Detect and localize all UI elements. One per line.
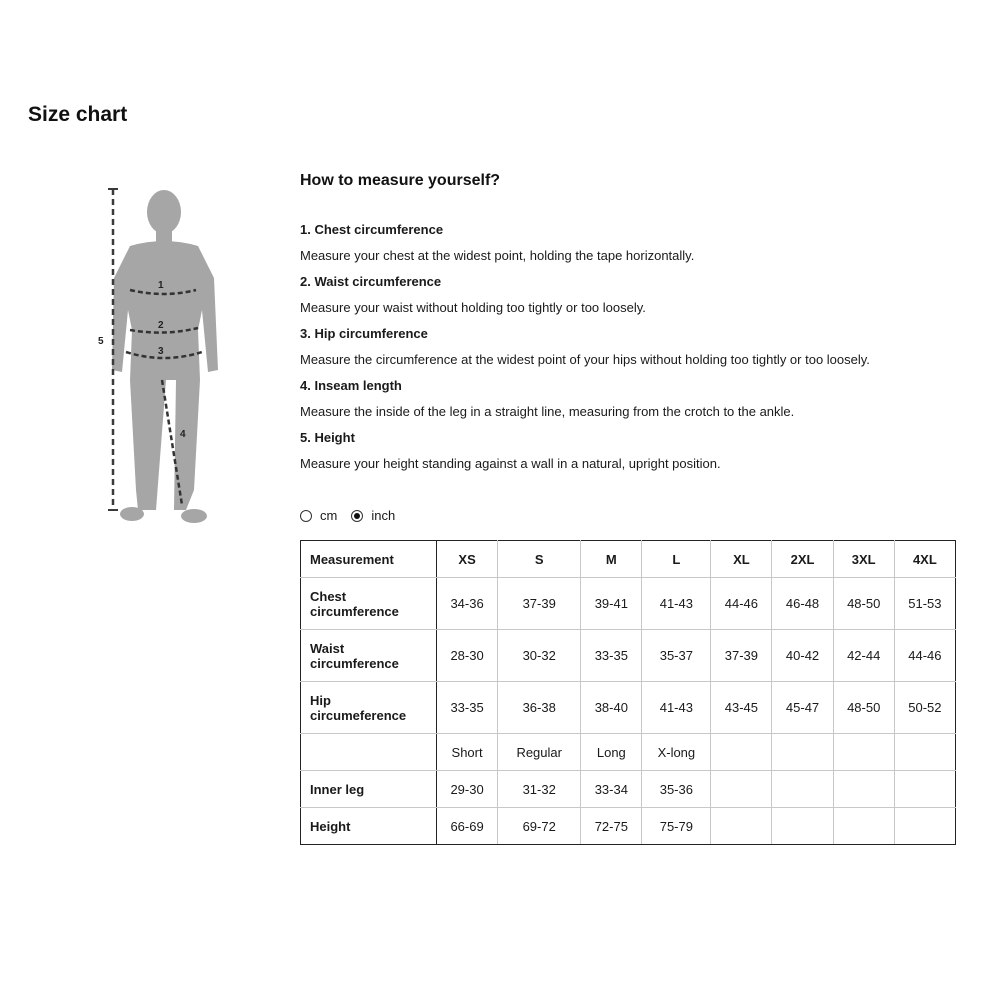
table-cell: 66-69	[437, 808, 498, 845]
table-cell: 41-43	[642, 578, 711, 630]
table-cell	[833, 808, 894, 845]
row-label	[301, 682, 437, 734]
table-row	[301, 734, 956, 771]
table-cell: 48-50	[833, 578, 894, 630]
table-cell	[833, 734, 894, 771]
step-description: Measure your chest at the widest point, holding the tape horizontally.	[300, 248, 695, 263]
guide-step	[300, 269, 980, 321]
table-row	[301, 682, 956, 734]
table-cell: 40-42	[772, 630, 833, 682]
unit-option-inch[interactable]	[351, 508, 395, 523]
table-cell: 33-35	[437, 682, 498, 734]
radio-cm[interactable]	[300, 510, 312, 522]
marker-2-label: 2	[158, 320, 164, 331]
table-cell: 31-32	[498, 771, 581, 808]
row-label-line: Height	[310, 818, 351, 834]
step-title: 3. Hip circumference	[300, 326, 428, 341]
step-title: 1. Chest circumference	[300, 222, 444, 237]
table-cell	[894, 771, 955, 808]
row-label	[301, 578, 437, 630]
body-measurement-figure	[90, 180, 240, 525]
step-title: 5. Height	[300, 430, 355, 445]
table-cell: 34-36	[437, 578, 498, 630]
header-cell: XL	[711, 541, 772, 578]
unit-option-cm[interactable]	[300, 508, 337, 523]
table-cell	[772, 808, 833, 845]
step-description: Measure the inside of the leg in a straight line, measuring from the crotch to the ankle.	[300, 404, 795, 419]
header-cell: S	[498, 541, 581, 578]
row-label-line: Inner leg	[310, 781, 365, 797]
table-cell: 41-43	[642, 682, 711, 734]
table-cell: 51-53	[894, 578, 955, 630]
table-cell	[833, 771, 894, 808]
unit-selector	[300, 508, 409, 523]
row-label	[301, 771, 437, 808]
step-title: 4. Inseam length	[300, 378, 402, 393]
table-row	[301, 630, 956, 682]
table-cell: 44-46	[894, 630, 955, 682]
step-description: Measure your height standing against a wall in a natural, upright position.	[300, 456, 721, 471]
table-cell: 50-52	[894, 682, 955, 734]
guide-step	[300, 425, 980, 477]
row-label	[301, 734, 437, 771]
unit-label-cm: cm	[320, 508, 338, 523]
table-cell	[711, 771, 772, 808]
table-cell	[894, 808, 955, 845]
marker-4-label: 4	[180, 429, 186, 440]
table-cell: 39-41	[581, 578, 642, 630]
table-cell: 48-50	[833, 682, 894, 734]
page-title: Size chart	[28, 103, 128, 126]
header-cell: XS	[437, 541, 498, 578]
table-cell: 45-47	[772, 682, 833, 734]
table-cell: 37-39	[498, 578, 581, 630]
table-cell: 38-40	[581, 682, 642, 734]
marker-1-label: 1	[158, 280, 164, 291]
row-label	[301, 808, 437, 845]
table-cell: 33-35	[581, 630, 642, 682]
marker-3-label: 3	[158, 346, 164, 357]
row-label-line: circumference	[310, 603, 399, 619]
table-cell: 35-37	[642, 630, 711, 682]
guide-step	[300, 373, 980, 425]
table-cell	[772, 771, 833, 808]
table-cell: 75-79	[642, 808, 711, 845]
table-cell: 33-34	[581, 771, 642, 808]
table-cell	[711, 734, 772, 771]
row-label-line: circumeference	[310, 707, 407, 723]
step-description: Measure the circumference at the widest point of your hips without holding too tightly or too loosely.	[300, 352, 870, 367]
header-cell: 2XL	[772, 541, 833, 578]
table-row	[301, 808, 956, 845]
step-title: 2. Waist circumference	[300, 274, 442, 289]
table-cell: 29-30	[437, 771, 498, 808]
table-cell: 42-44	[833, 630, 894, 682]
table-row	[301, 771, 956, 808]
table-cell: Regular	[498, 734, 581, 771]
header-cell: 4XL	[894, 541, 955, 578]
step-description: Measure your waist without holding too tightly or too loosely.	[300, 300, 646, 315]
header-cell: 3XL	[833, 541, 894, 578]
table-cell	[894, 734, 955, 771]
table-cell: 46-48	[772, 578, 833, 630]
guide-step	[300, 217, 980, 269]
table-cell: 36-38	[498, 682, 581, 734]
measure-guide	[300, 172, 980, 477]
header-cell: M	[581, 541, 642, 578]
table-cell: 72-75	[581, 808, 642, 845]
row-label-line: circumference	[310, 655, 399, 671]
table-row	[301, 578, 956, 630]
guide-heading: How to measure yourself?	[300, 172, 501, 189]
table-cell: 35-36	[642, 771, 711, 808]
table-cell: Short	[437, 734, 498, 771]
radio-inch[interactable]	[351, 510, 363, 522]
human-silhouette-icon	[90, 180, 240, 525]
header-cell: L	[642, 541, 711, 578]
row-label-line: Hip	[310, 692, 331, 708]
table-cell	[772, 734, 833, 771]
row-label-line: Waist	[310, 640, 345, 656]
table-cell: 69-72	[498, 808, 581, 845]
table-cell: 28-30	[437, 630, 498, 682]
size-table	[300, 540, 956, 845]
marker-5-label: 5	[98, 336, 104, 347]
table-cell	[711, 808, 772, 845]
table-cell: X-long	[642, 734, 711, 771]
header-cell: Measurement	[301, 541, 437, 578]
row-label-line: Chest	[310, 588, 347, 604]
unit-label-inch: inch	[371, 508, 396, 523]
guide-step	[300, 321, 980, 373]
table-cell: 30-32	[498, 630, 581, 682]
table-cell: 43-45	[711, 682, 772, 734]
table-header-row	[301, 541, 956, 578]
table-cell: Long	[581, 734, 642, 771]
table-cell: 44-46	[711, 578, 772, 630]
row-label	[301, 630, 437, 682]
table-cell: 37-39	[711, 630, 772, 682]
